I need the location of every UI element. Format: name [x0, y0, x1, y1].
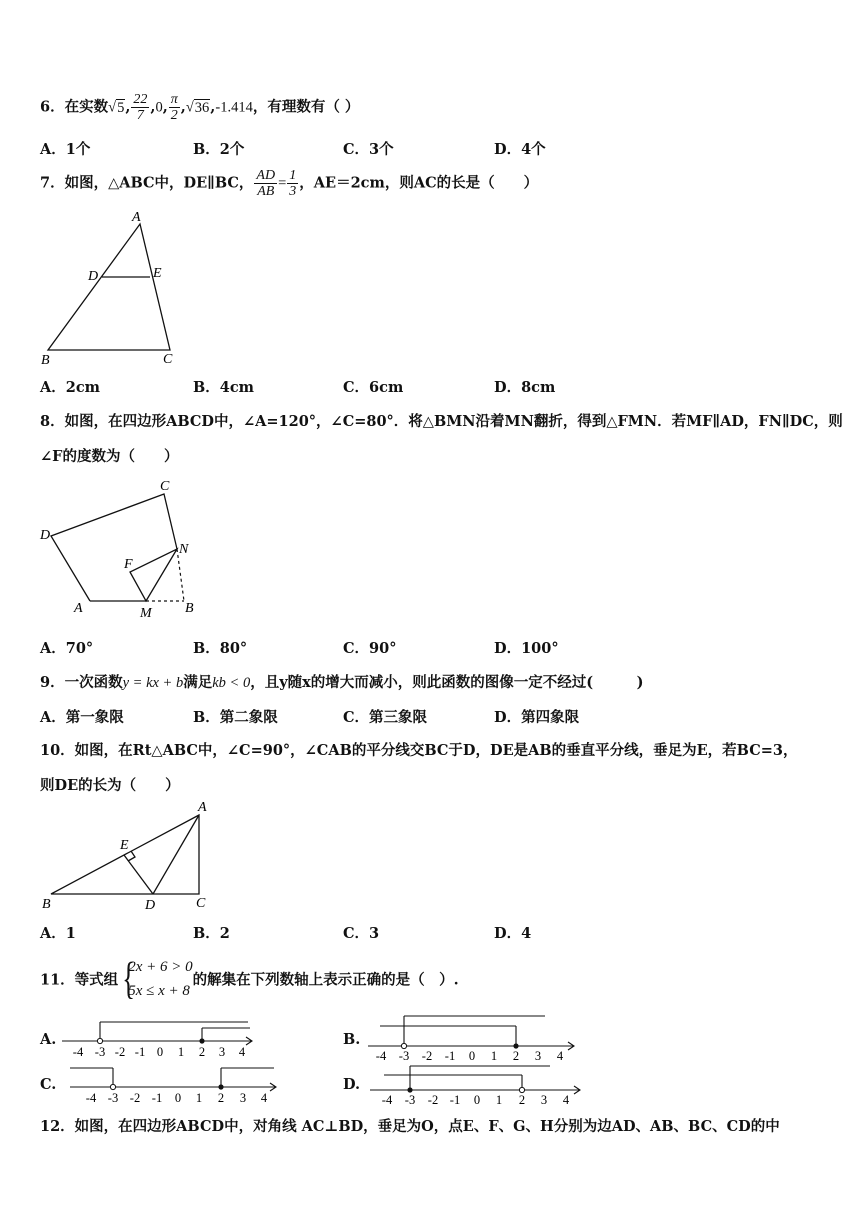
svg-text:2: 2	[518, 1093, 526, 1107]
q9-option-b: B．第二象限	[193, 709, 278, 726]
q6-option-a: A．1个	[40, 141, 91, 158]
svg-text:4: 4	[556, 1049, 564, 1063]
label-b: B	[41, 353, 50, 368]
label-a: A	[74, 601, 83, 616]
svg-text:-2: -2	[421, 1049, 433, 1063]
question-9: 9．一次函数y = kx + b满足kb < 0，且y随x的增大而减小，则此函数的图像一定不经过( )	[40, 674, 644, 691]
question-12-line-1: 12．如图，在四边形ABCD中，对角线 AC⊥BD，垂足为O，点E、F、G、H分别为边AD、AB、BC、CD的中	[40, 1118, 780, 1135]
label-d: D	[145, 898, 156, 913]
svg-text:-3: -3	[94, 1045, 106, 1059]
svg-text:-1: -1	[444, 1049, 456, 1063]
q7-option-a: A．2cm	[40, 379, 101, 396]
q7-option-b: B．4cm	[193, 379, 255, 396]
svg-text:2: 2	[217, 1091, 225, 1105]
number-line-b	[368, 1016, 574, 1050]
q11-option-d-letter: D.	[343, 1076, 361, 1093]
fraction: $\frac{\pi}{2}$	[170, 92, 178, 123]
svg-text:2: 2	[512, 1049, 520, 1063]
label-m: M	[140, 606, 152, 621]
q10-option-a: A．1	[40, 925, 76, 942]
question-8-line-2: ∠F的度数为（ ）	[40, 448, 179, 465]
question-6: 6．在实数√5, $\frac{22}{7}$ ,0, $\frac{\pi}{2}$ ,√36,-1.414，有理数有（ ）	[40, 92, 360, 123]
q8-option-b: B．80°	[193, 640, 248, 657]
q9-option-c: C．第三象限	[343, 709, 428, 726]
label-n: N	[179, 542, 189, 557]
svg-text:-3: -3	[398, 1049, 410, 1063]
label-d: D	[88, 269, 99, 284]
question-10-line-1: 10．如图，在Rt△ABC中，∠C=90°，∠CAB的平分线交BC于D，DE是AB的垂直平分线，垂足为E，若BC=3，	[40, 742, 798, 759]
label-a: A	[132, 210, 141, 225]
q10-option-b: B．2	[193, 925, 230, 942]
q9-option-d: D．第四象限	[494, 709, 580, 726]
fraction: $\frac{AD}{AB}$	[256, 168, 276, 199]
svg-text:-3: -3	[107, 1091, 119, 1105]
svg-text:1: 1	[490, 1049, 498, 1063]
number-line-c	[70, 1068, 276, 1091]
fraction: $\frac{1}{3}$	[289, 168, 297, 199]
q8-option-d: D．100°	[494, 640, 559, 657]
svg-text:1: 1	[177, 1045, 185, 1059]
svg-text:-3: -3	[404, 1093, 416, 1107]
svg-text:-2: -2	[129, 1091, 141, 1105]
svg-text:0: 0	[174, 1091, 182, 1105]
label-b: B	[185, 601, 194, 616]
svg-text:1: 1	[495, 1093, 503, 1107]
question-11: 11．等式组 { 2x + 6 > 0 5x ≤ x + 8 的解集在下列数轴上表示正确的是（ ）.	[40, 954, 459, 1003]
svg-text:3: 3	[218, 1045, 226, 1059]
svg-text:-4: -4	[85, 1091, 97, 1105]
label-d: D	[40, 528, 51, 543]
svg-text:-1: -1	[134, 1045, 146, 1059]
svg-text:3: 3	[534, 1049, 542, 1063]
svg-text:-1: -1	[449, 1093, 461, 1107]
svg-text:2: 2	[198, 1045, 206, 1059]
label-b: B	[42, 897, 51, 912]
q6-option-d: D．4个	[494, 141, 546, 158]
label-c: C	[163, 352, 173, 367]
svg-text:3: 3	[540, 1093, 548, 1107]
svg-text:0: 0	[473, 1093, 481, 1107]
number-line-a	[62, 1022, 252, 1045]
inequality-system: { 2x + 6 > 0 5x ≤ x + 8	[122, 954, 193, 1003]
question-10-line-2: 则DE的长为（ ）	[40, 777, 180, 794]
q6-option-c: C．3个	[343, 141, 394, 158]
label-c: C	[160, 479, 170, 494]
svg-text:-1: -1	[151, 1091, 163, 1105]
q11-option-a-letter: A.	[40, 1031, 57, 1048]
q7-option-d: D．8cm	[494, 379, 556, 396]
svg-text:-2: -2	[427, 1093, 439, 1107]
svg-text:-4: -4	[381, 1093, 393, 1107]
label-a: A	[198, 800, 207, 815]
label-c: C	[196, 896, 206, 911]
label-f: F	[124, 557, 133, 572]
q8-option-c: C．90°	[343, 640, 397, 657]
svg-text:-2: -2	[114, 1045, 126, 1059]
q6-option-b: B．2个	[193, 141, 245, 158]
question-7: 7．如图，△ABC中，DE∥BC， $\frac{AD}{AB}$ = $\frac{1}{3}$ ，AE＝2cm，则AC的长是（ ）	[40, 168, 539, 199]
q9-option-a: A．第一象限	[40, 709, 124, 726]
svg-text:0: 0	[468, 1049, 476, 1063]
question-8-line-1: 8．如图，在四边形ABCD中，∠A=120°，∠C=80°．将△BMN沿着MN翻折，得到△FMN．若MF∥AD，FN∥DC，则	[40, 413, 843, 430]
svg-text:3: 3	[239, 1091, 247, 1105]
label-e: E	[120, 838, 129, 853]
q11-option-b-letter: B.	[343, 1031, 361, 1048]
svg-text:4: 4	[260, 1091, 268, 1105]
q10-option-c: C．3	[343, 925, 380, 942]
number-line-d	[370, 1066, 580, 1094]
q10-option-d: D．4	[494, 925, 532, 942]
svg-text:0: 0	[156, 1045, 164, 1059]
label-e: E	[153, 266, 162, 281]
svg-text:4: 4	[238, 1045, 246, 1059]
svg-text:4: 4	[562, 1093, 570, 1107]
q7-option-c: C．6cm	[343, 379, 404, 396]
svg-text:-4: -4	[375, 1049, 387, 1063]
q8-option-a: A．70°	[40, 640, 94, 657]
fraction: $\frac{22}{7}$	[133, 92, 148, 123]
svg-text:1: 1	[195, 1091, 203, 1105]
svg-text:-4: -4	[72, 1045, 84, 1059]
q11-option-c-letter: C.	[40, 1076, 57, 1093]
